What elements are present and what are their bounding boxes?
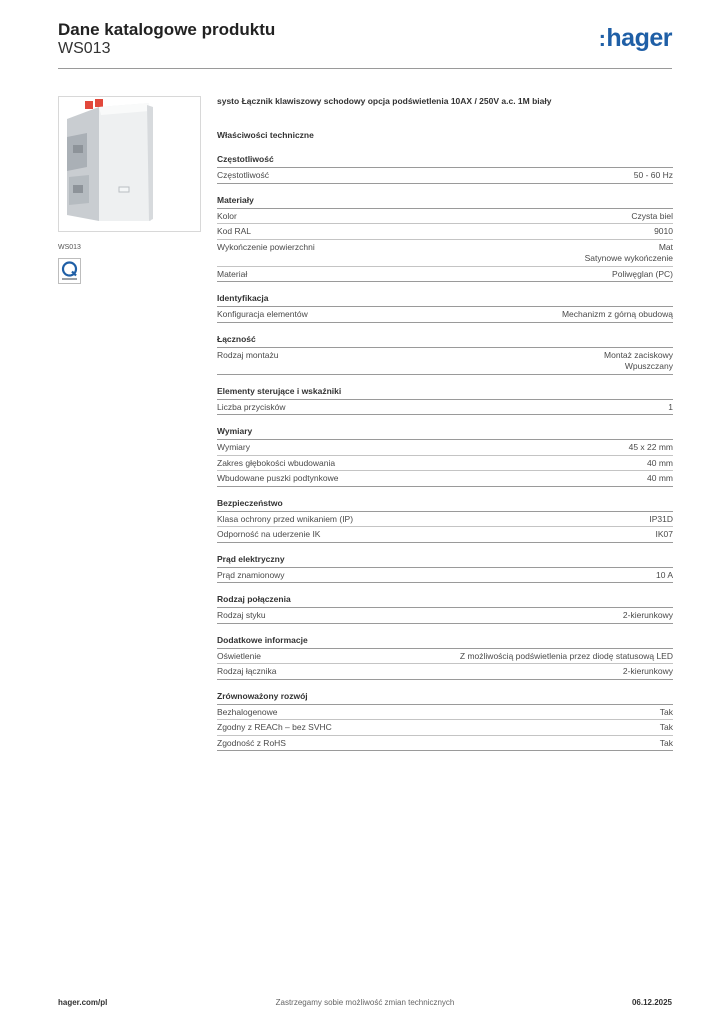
spec-row	[217, 209, 673, 225]
section-title: Łączność	[217, 334, 673, 348]
spec-key: Zgodny z REACh – bez SVHC	[217, 722, 332, 732]
spec-value: Tak	[659, 722, 673, 732]
footer-url: hager.com/pl	[58, 998, 108, 1007]
hager-logo: :hager	[598, 24, 672, 52]
spec-key: Odporność na uderzenie IK	[217, 529, 321, 539]
spec-value: IP31D	[649, 513, 673, 524]
section-title: Prąd elektryczny	[217, 554, 673, 568]
spec-value: Czysta biel	[631, 210, 673, 221]
spec-section	[217, 334, 673, 375]
spec-row	[217, 568, 673, 584]
spec-value: 10 A	[655, 569, 673, 580]
section-title: Elementy sterujące i wskaźniki	[217, 386, 673, 400]
spec-key: Oświetlenie	[217, 650, 261, 661]
spec-key: Wymiary	[217, 442, 250, 452]
spec-row	[217, 720, 673, 736]
section-title: Dodatkowe informacje	[217, 635, 673, 649]
spec-value: Mechanizm z górną obudową	[561, 309, 673, 319]
spec-section	[217, 554, 673, 584]
spec-value: IK07	[655, 529, 673, 539]
spec-key: Zakres głębokości wbudowania	[217, 457, 336, 468]
section-title: Częstotliwość	[217, 154, 673, 168]
spec-row	[217, 267, 673, 283]
spec-key: Wbudowane puszki podtynkowe	[217, 473, 339, 483]
spec-row	[217, 736, 673, 752]
spec-value: Z możliwością podświetlenia przez diodę statusową LED	[459, 650, 673, 661]
spec-value: Montaż zaciskowy Wpuszczany	[604, 349, 673, 371]
spec-section	[217, 498, 673, 543]
spec-value: 45 x 22 mm	[628, 442, 673, 452]
footer-note: Zastrzegamy sobie możliwość zmian technicznych	[275, 998, 455, 1007]
spec-value: 1	[668, 401, 673, 412]
image-caption: WS013	[58, 244, 81, 251]
spec-value: 9010	[654, 226, 673, 236]
spec-key: Rodzaj montażu	[217, 349, 279, 360]
spec-value: 50 - 60 Hz	[633, 170, 673, 180]
spec-key: Zgodność z RoHS	[217, 737, 286, 748]
spec-row	[217, 224, 673, 240]
spec-key: Rodzaj styku	[217, 610, 266, 620]
spec-value: Mat Satynowe wykończenie	[584, 241, 673, 263]
spec-section	[217, 293, 673, 323]
spec-key: Konfiguracja elementów	[217, 309, 308, 319]
spec-key: Bezhalogenowe	[217, 706, 278, 717]
spec-row	[217, 649, 673, 665]
spec-row	[217, 400, 673, 416]
spec-key: Wykończenie powierzchni	[217, 241, 315, 252]
spec-value: Tak	[659, 706, 673, 717]
product-image	[58, 96, 201, 232]
section-title: Materiały	[217, 195, 673, 209]
spec-key: Rodzaj łącznika	[217, 666, 277, 676]
product-code: WS013	[58, 40, 111, 57]
quality-q-icon	[58, 258, 81, 284]
spec-value: Poliwęglan (PC)	[612, 268, 673, 279]
spec-row	[217, 240, 673, 267]
technical-properties-heading: Właściwości techniczne	[217, 130, 314, 140]
spec-key: Częstotliwość	[217, 170, 269, 180]
document-title: Dane katalogowe produktu	[58, 20, 276, 39]
spec-section	[217, 635, 673, 680]
spec-row	[217, 456, 673, 472]
spec-row	[217, 348, 673, 375]
logo-text: hager	[606, 24, 672, 52]
spec-value: 40 mm	[647, 457, 673, 468]
spec-sections	[217, 154, 673, 751]
footer-date: 06.12.2025	[631, 998, 672, 1007]
spec-section	[217, 154, 673, 184]
section-title: Wymiary	[217, 426, 673, 440]
section-title: Zrównoważony rozwój	[217, 691, 673, 705]
switch-module-illustration	[59, 97, 200, 231]
spec-value: 2-kierunkowy	[622, 610, 673, 620]
spec-section	[217, 386, 673, 416]
spec-section	[217, 195, 673, 283]
section-title: Rodzaj połączenia	[217, 594, 673, 608]
spec-key: Prąd znamionowy	[217, 569, 285, 580]
spec-value: 40 mm	[647, 473, 673, 483]
header-divider	[58, 68, 672, 69]
product-description: systo Łącznik klawiszowy schodowy opcja podświetlenia 10AX / 250V a.c. 1M biały	[217, 96, 552, 106]
spec-row	[217, 471, 673, 487]
main-content	[217, 96, 673, 762]
spec-row	[217, 705, 673, 721]
spec-row	[217, 307, 673, 323]
spec-key: Materiał	[217, 268, 248, 279]
spec-section	[217, 594, 673, 624]
spec-section	[217, 426, 673, 487]
section-title: Identyfikacja	[217, 293, 673, 307]
spec-row	[217, 440, 673, 456]
spec-key: Liczba przycisków	[217, 401, 286, 412]
left-column	[58, 96, 201, 284]
spec-row	[217, 608, 673, 624]
spec-value: Tak	[659, 737, 673, 748]
spec-section	[217, 691, 673, 752]
page-header	[58, 20, 672, 70]
spec-row	[217, 527, 673, 543]
spec-row	[217, 512, 673, 528]
spec-value: 2-kierunkowy	[622, 666, 673, 676]
spec-row	[217, 664, 673, 680]
spec-key: Kod RAL	[217, 226, 252, 236]
spec-key: Kolor	[217, 210, 237, 221]
spec-row	[217, 168, 673, 184]
spec-key: Klasa ochrony przed wnikaniem (IP)	[217, 513, 354, 524]
section-title: Bezpieczeństwo	[217, 498, 673, 512]
